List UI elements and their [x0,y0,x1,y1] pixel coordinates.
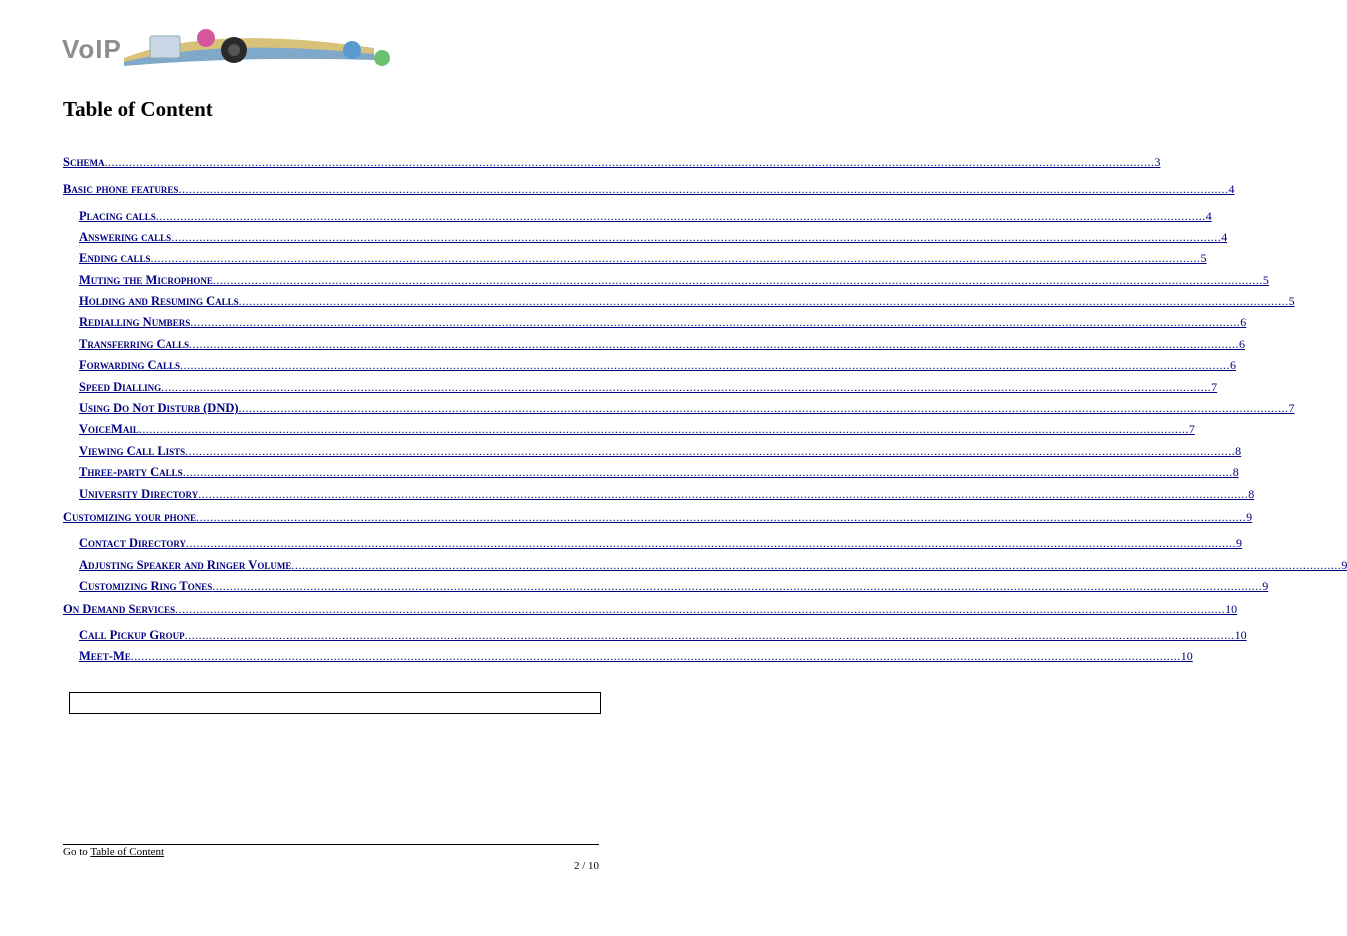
toc-leader-dots: ............................................................................................................................................................................................................................................................................................................ [291,558,1342,572]
toc-entry-page: 7 [1288,401,1295,415]
toc-leader-dots: ............................................................................................................................................................................................................................................................................................................ [196,510,1247,524]
toc-leader-dots: ............................................................................................................................................................................................................................................................................................................ [186,536,1237,550]
toc-leader-dots: ............................................................................................................................................................................................................................................................................................................ [212,579,1263,593]
toc-leader-dots: ............................................................................................................................................................................................................................................................................................................ [171,230,1222,244]
toc-entry-label: Placing calls [79,209,156,223]
toc-leader-dots: ............................................................................................................................................................................................................................................................................................................ [175,602,1226,616]
toc-entry-page: 8 [1248,487,1255,501]
toc-entry[interactable] [63,151,1161,169]
toc-entry-label: Adjusting Speaker and Ringer Volume [79,558,292,572]
toc-entry-page: 7 [1188,422,1195,436]
toc-leader-dots: ............................................................................................................................................................................................................................................................................................................ [212,273,1263,287]
toc-entry[interactable] [79,269,1269,287]
toc-leader-dots: ............................................................................................................................................................................................................................................................................................................ [155,209,1206,223]
toc-entry[interactable] [79,532,1243,550]
logo-text: VoIP [62,34,122,64]
toc-entry-page: 5 [1262,273,1269,287]
toc-entry-page: 10 [1180,649,1193,663]
toc-entry-label: Contact Directory [79,536,187,550]
footer-divider [63,844,599,845]
toc-entry-page: 7 [1211,380,1218,394]
toc-leader-dots: ............................................................................................................................................................................................................................................................................................................ [198,487,1249,501]
toc-entry-page: 8 [1235,444,1242,458]
toc-entry-page: 10 [1234,628,1247,642]
voip-logo [62,28,378,68]
toc-entry-page: 4 [1205,209,1212,223]
footer-goto-prefix: Go to [63,846,91,858]
toc-entry-label: Using Do Not Disturb (DND) [79,401,239,415]
toc-entry-page: 4 [1221,230,1228,244]
toc-entry-page: 6 [1230,358,1236,372]
toc-entry-page: 6 [1239,337,1246,351]
toc-leader-dots: ............................................................................................................................................................................................................................................................................................................ [180,358,1230,372]
toc-leader-dots: ............................................................................................................................................................................................................................................................................................................ [190,315,1241,329]
toc-leader-dots: ............................................................................................................................................................................................................................................................................................................ [178,182,1229,196]
toc-leader-dots: ............................................................................................................................................................................................................................................................................................................ [161,380,1212,394]
toc-entry-page: 9 [1262,579,1269,593]
toc-entry-label: Answering calls [79,230,172,244]
toc-entry-label: VoiceMail [79,422,139,436]
toc-entry-page: 8 [1232,465,1239,479]
toc-leader-dots: ............................................................................................................................................................................................................................................................................................................ [138,422,1189,436]
toc-entry-label: Speed Dialling [79,380,162,394]
toc-entry-label: Viewing Call Lists [79,444,186,458]
toc-entry[interactable] [79,645,1193,663]
toc-entry[interactable] [79,290,1295,308]
toc-leader-dots: ............................................................................................................................................................................................................................................................................................................ [104,155,1155,169]
toc-entry-label: Transferring Calls [79,337,190,351]
toc-entry[interactable] [63,506,1253,524]
toc-entry-page: 6 [1240,315,1247,329]
footer-goto [63,846,164,858]
toc-entry-page: 4 [1228,182,1235,196]
toc-entry[interactable] [63,178,1235,196]
toc-entry[interactable] [79,247,1207,265]
toc-leader-dots: ............................................................................................................................................................................................................................................................................................................ [182,465,1233,479]
toc-entry-label: Call Pickup Group [79,628,185,642]
toc-entry[interactable] [63,598,1238,616]
page-number: 2 / 10 [573,860,599,872]
footer-toc-link[interactable]: Table of Content [90,846,165,858]
toc-entry[interactable] [79,624,1247,642]
toc-entry[interactable] [79,311,1247,329]
toc-entry-label: Schema [63,155,105,169]
toc-leader-dots: ............................................................................................................................................................................................................................................................................................................ [150,251,1201,265]
toc-entry-label: Forwarding Calls [79,358,180,372]
toc-entry[interactable] [79,461,1239,479]
toc-entry[interactable] [79,354,1236,372]
toc-leader-dots: ............................................................................................................................................................................................................................................................................................................ [184,628,1235,642]
logo-banner-icon [120,28,378,68]
toc-entry-page: 9 [1341,558,1347,572]
toc-entry[interactable] [79,333,1246,351]
toc-leader-dots: ............................................................................................................................................................................................................................................................................................................ [130,649,1181,663]
toc-entry[interactable] [79,418,1195,436]
toc-entry-page: 5 [1288,294,1295,308]
toc-entry-page: 9 [1246,510,1253,524]
toc-entry-label: Redialling Numbers [79,315,191,329]
toc-leader-dots: ............................................................................................................................................................................................................................................................................................................ [238,401,1289,415]
toc-leader-dots: ............................................................................................................................................................................................................................................................................................................ [189,337,1240,351]
toc-entry[interactable] [79,376,1218,394]
toc-entry-label: On Demand Services [63,602,176,616]
toc-entry-label: Holding and Resuming Calls [79,294,239,308]
toc-entry-page: 3 [1154,155,1161,169]
toc-entry-label: Three-party Calls [79,465,183,479]
page-title: Table of Content [63,97,213,121]
toc-entry[interactable] [79,483,1255,501]
toc-entry-label: Customizing Ring Tones [79,579,213,593]
toc-entry-label: Muting the Microphone [79,273,213,287]
toc-entry[interactable] [79,397,1295,415]
toc-entry-page: 5 [1200,251,1207,265]
toc-entry-label: Ending calls [79,251,151,265]
empty-frame [69,692,601,714]
toc-entry-page: 9 [1236,536,1243,550]
toc-entry[interactable] [79,554,1347,572]
toc-entry-label: Basic phone features [63,182,179,196]
toc-entry-page: 10 [1225,602,1238,616]
toc-leader-dots: ............................................................................................................................................................................................................................................................................................................ [185,444,1236,458]
toc-entry-label: University Directory [79,487,199,501]
toc-leader-dots: ............................................................................................................................................................................................................................................................................................................ [238,294,1289,308]
toc-entry-label: Meet-Me [79,649,131,663]
toc-entry[interactable] [79,440,1242,458]
toc-entry[interactable] [79,575,1269,593]
toc-entry[interactable] [79,205,1212,223]
toc-entry-label: Customizing your phone [63,510,197,524]
toc-entry[interactable] [79,226,1228,244]
